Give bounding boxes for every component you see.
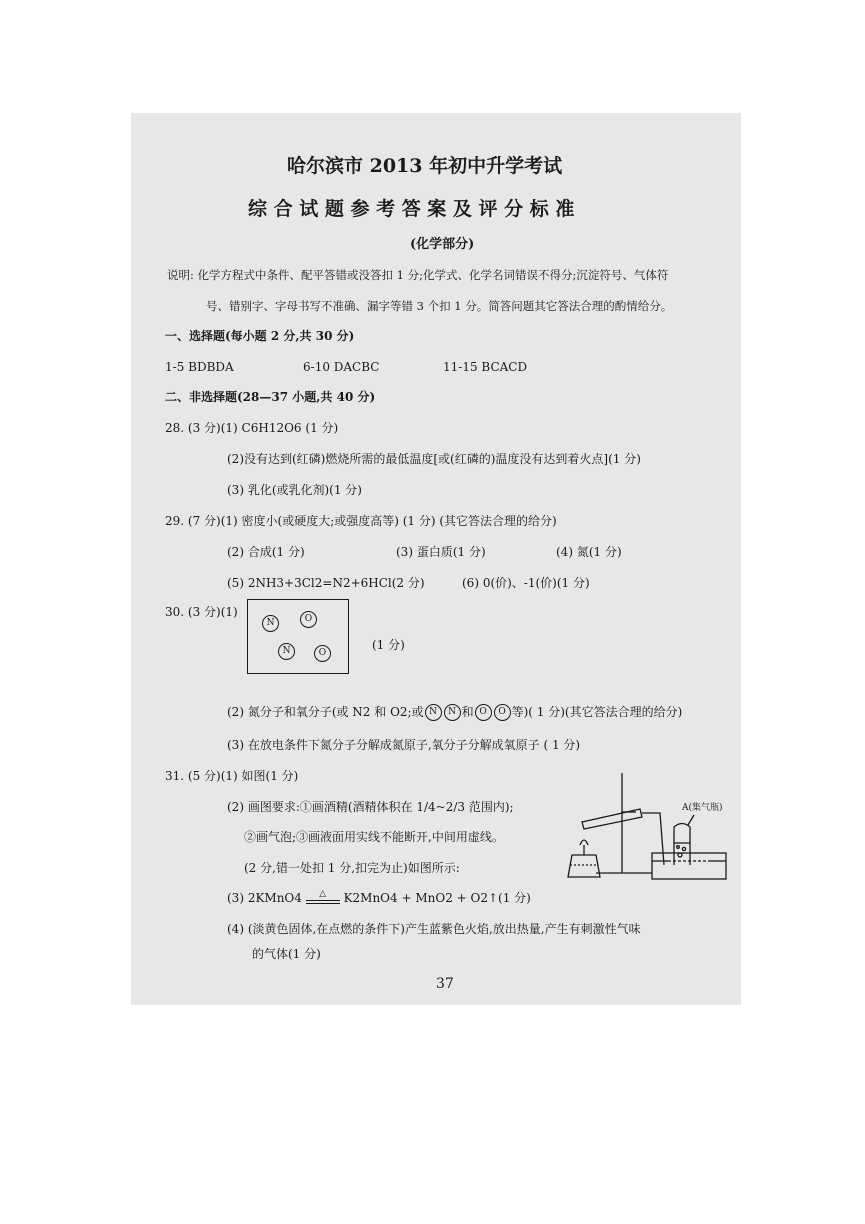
q29-6: (6) 0(价)、-1(价)(1 分)	[462, 576, 590, 590]
q30-2	[227, 704, 682, 721]
atom-o-2: O	[314, 645, 331, 662]
q29-5: (5) 2NH3+3Cl2=N2+6HCl(2 分)	[227, 576, 425, 590]
atom-o-1: O	[300, 611, 317, 628]
q28-score: (1 分)	[305, 421, 339, 435]
q31-4-line-b: 的气体(1 分)	[252, 947, 321, 961]
q29-1: 29. (7 分)(1) 密度小(或硬度大;或强度高等) (1 分) (其它答法合理的给分)	[165, 514, 557, 528]
atom-n-1: N	[262, 615, 279, 632]
q30-label: 30. (3 分)(1)	[165, 605, 238, 619]
atom-n-2: N	[278, 643, 295, 660]
q28-label: 28. (3 分)(1)	[165, 421, 238, 435]
answers-1-5: 1-5 BDBDA	[165, 360, 234, 374]
heat-symbol: △	[319, 889, 327, 899]
q30-score: (1 分)	[372, 638, 405, 652]
q30-3: (3) 在放电条件下氮分子分解成氮原子,氧分子分解成氧原子 ( 1 分)	[227, 738, 581, 752]
q31-3	[227, 890, 531, 906]
title-line-1: 哈尔滨市 2013 年初中升学考试	[287, 155, 563, 177]
q28-3: (3) 乳化(或乳化剂)(1 分)	[227, 483, 362, 497]
answers-11-15: 11-15 BCACD	[443, 360, 528, 374]
q31-2-line-b: ②画气泡;③画液面用实线不能断开,中间用虚线。	[244, 830, 504, 844]
subtitle: (化学部分)	[410, 237, 475, 252]
q31-3-products: K2MnO4 + MnO2 + O2↑(1 分)	[343, 891, 531, 905]
q31-1: 31. (5 分)(1) 如图(1 分)	[165, 769, 299, 783]
section-1-heading: 一、选择题(每小题 2 分,共 30 分)	[165, 329, 355, 343]
q28-2: (2)没有达到(红磷)燃烧所需的最低温度[或(红磷的)温度没有达到着火点](1 分)	[227, 452, 641, 466]
atom-n-4: N	[444, 704, 461, 721]
reaction-condition	[306, 890, 340, 904]
q31-2-line-a: (2) 画图要求:①画酒精(酒精体积在 1/4~2/3 范围内);	[227, 800, 514, 814]
atom-o-3: O	[475, 704, 492, 721]
q28-formula: C6H12O6	[241, 421, 302, 435]
apparatus-label: A(集气瓶)	[682, 803, 723, 813]
q28-1	[165, 420, 338, 436]
atom-n-3: N	[425, 704, 442, 721]
q30-2-text-b: 和	[461, 705, 474, 719]
q30-molecule-box	[247, 599, 349, 674]
q29-2: (2) 合成(1 分)	[227, 545, 305, 559]
note-line-1: 说明: 化学方程式中条件、配平答错或没答扣 1 分;化学式、化学名词错误不得分;沉淀符号、气体符	[167, 268, 669, 282]
section-2-heading: 二、非选择题(28—37 小题,共 40 分)	[165, 390, 376, 404]
apparatus-diagram	[560, 765, 730, 885]
q31-2-line-c: (2 分,错一处扣 1 分,扣完为止)如图所示:	[244, 861, 460, 875]
atom-o-4: O	[494, 704, 511, 721]
q30-2-text-a: (2) 氮分子和氧分子(或 N2 和 O2;或	[227, 705, 424, 719]
q31-3-reactant: (3) 2KMnO4	[227, 891, 302, 905]
title-line-2: 综 合 试 题 参 考 答 案 及 评 分 标 准	[248, 198, 575, 220]
page-number: 37	[436, 976, 454, 992]
answers-6-10: 6-10 DACBC	[303, 360, 380, 374]
q29-4: (4) 氮(1 分)	[556, 545, 622, 559]
q31-4-line-a: (4) (淡黄色固体,在点燃的条件下)产生蓝紫色火焰,放出热量,产生有刺激性气味	[227, 922, 641, 936]
q29-3: (3) 蛋白质(1 分)	[396, 545, 486, 559]
q30-2-text-c: 等)( 1 分)(其它答法合理的给分)	[511, 705, 683, 719]
note-line-2: 号、错别字、字母书写不准确、漏字等错 3 个扣 1 分。简答问题其它答法合理的酌情给分。	[206, 299, 673, 313]
